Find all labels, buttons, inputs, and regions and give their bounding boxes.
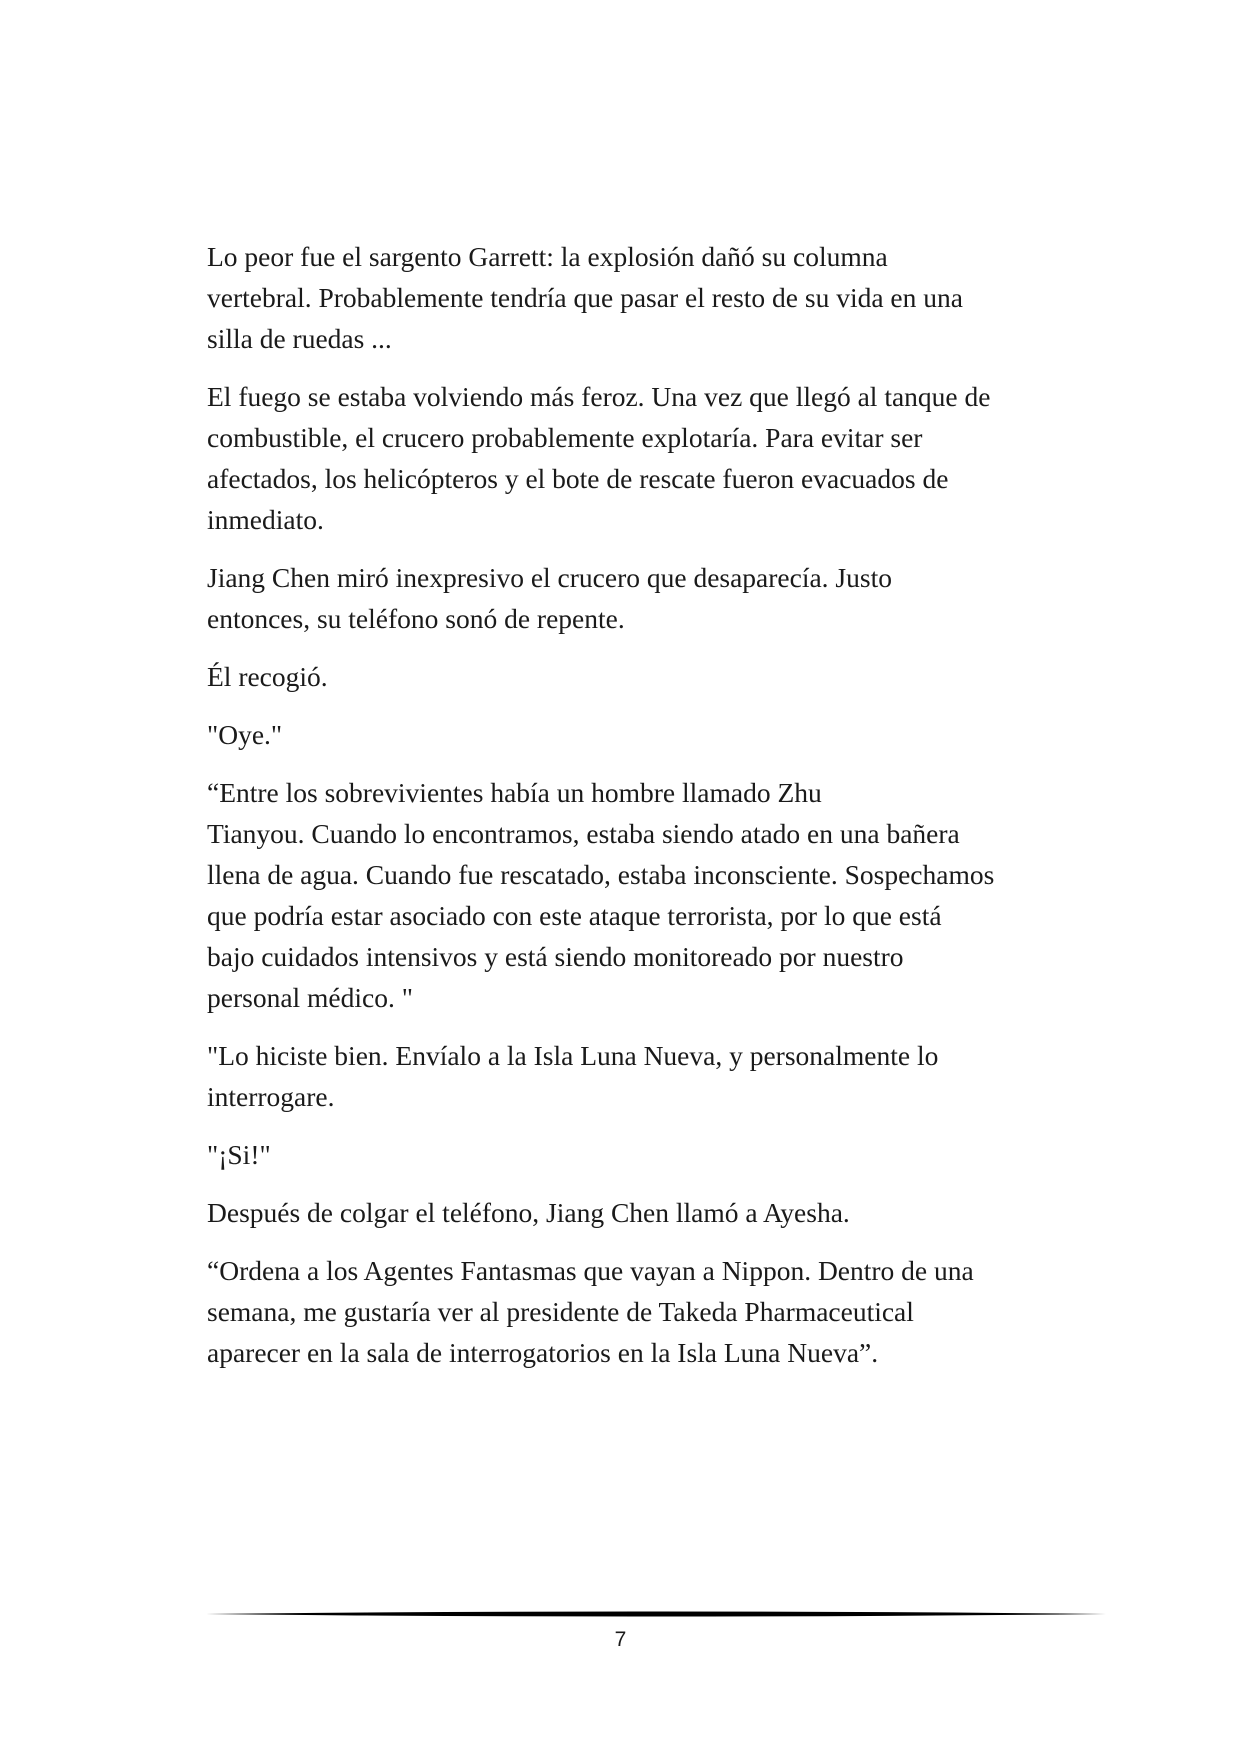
- paragraph-line: aparecer en la sala de interrogatorios en la Isla Luna Nueva”.: [207, 1337, 879, 1368]
- footer-rule-shape: [206, 1612, 1106, 1617]
- paragraph-line: Tianyou. Cuando lo encontramos, estaba siendo atado en una bañera: [207, 818, 960, 849]
- paragraph-line: "Oye.": [207, 719, 283, 750]
- page-number: 7: [614, 1628, 627, 1651]
- paragraph-line: Jiang Chen miró inexpresivo el crucero que desaparecía. Justo: [207, 562, 892, 593]
- paragraph-line: inmediato.: [207, 504, 324, 535]
- paragraph-line: “Ordena a los Agentes Fantasmas que vayan a Nippon. Dentro de una: [207, 1255, 974, 1286]
- paragraph-line: bajo cuidados intensivos y está siendo monitoreado por nuestro: [207, 941, 904, 972]
- paragraph-line: que podría estar asociado con este ataque terrorista, por lo que está: [207, 900, 942, 931]
- paragraph-line: "Lo hiciste bien. Envíalo a la Isla Luna Nueva, y personalmente lo: [207, 1040, 939, 1071]
- paragraph-line: personal médico. ": [207, 982, 413, 1013]
- footer-rule: [206, 1604, 1106, 1624]
- paragraph-line: Lo peor fue el sargento Garrett: la explosión dañó su columna: [207, 241, 888, 272]
- paragraph-line: llena de agua. Cuando fue rescatado, estaba inconsciente. Sospechamos: [207, 859, 995, 890]
- paragraph-line: Después de colgar el teléfono, Jiang Chen llamó a Ayesha.: [207, 1197, 850, 1228]
- paragraph-line: entonces, su teléfono sonó de repente.: [207, 603, 625, 634]
- paragraph-line: "¡Si!": [207, 1139, 271, 1170]
- paragraph-line: vertebral. Probablemente tendría que pasar el resto de su vida en una: [207, 282, 963, 313]
- paragraph-line: Él recogió.: [207, 661, 328, 692]
- paragraph-line: interrogare.: [207, 1081, 335, 1112]
- paragraph-line: afectados, los helicópteros y el bote de rescate fueron evacuados de: [207, 463, 949, 494]
- paragraph-line: silla de ruedas ...: [207, 323, 392, 354]
- paragraph-line: “Entre los sobrevivientes había un hombre llamado Zhu: [207, 777, 822, 808]
- paragraph-line: El fuego se estaba volviendo más feroz. Una vez que llegó al tanque de: [207, 381, 991, 412]
- paragraph-line: semana, me gustaría ver al presidente de Takeda Pharmaceutical: [207, 1296, 914, 1327]
- paragraph-line: combustible, el crucero probablemente explotaría. Para evitar ser: [207, 422, 923, 453]
